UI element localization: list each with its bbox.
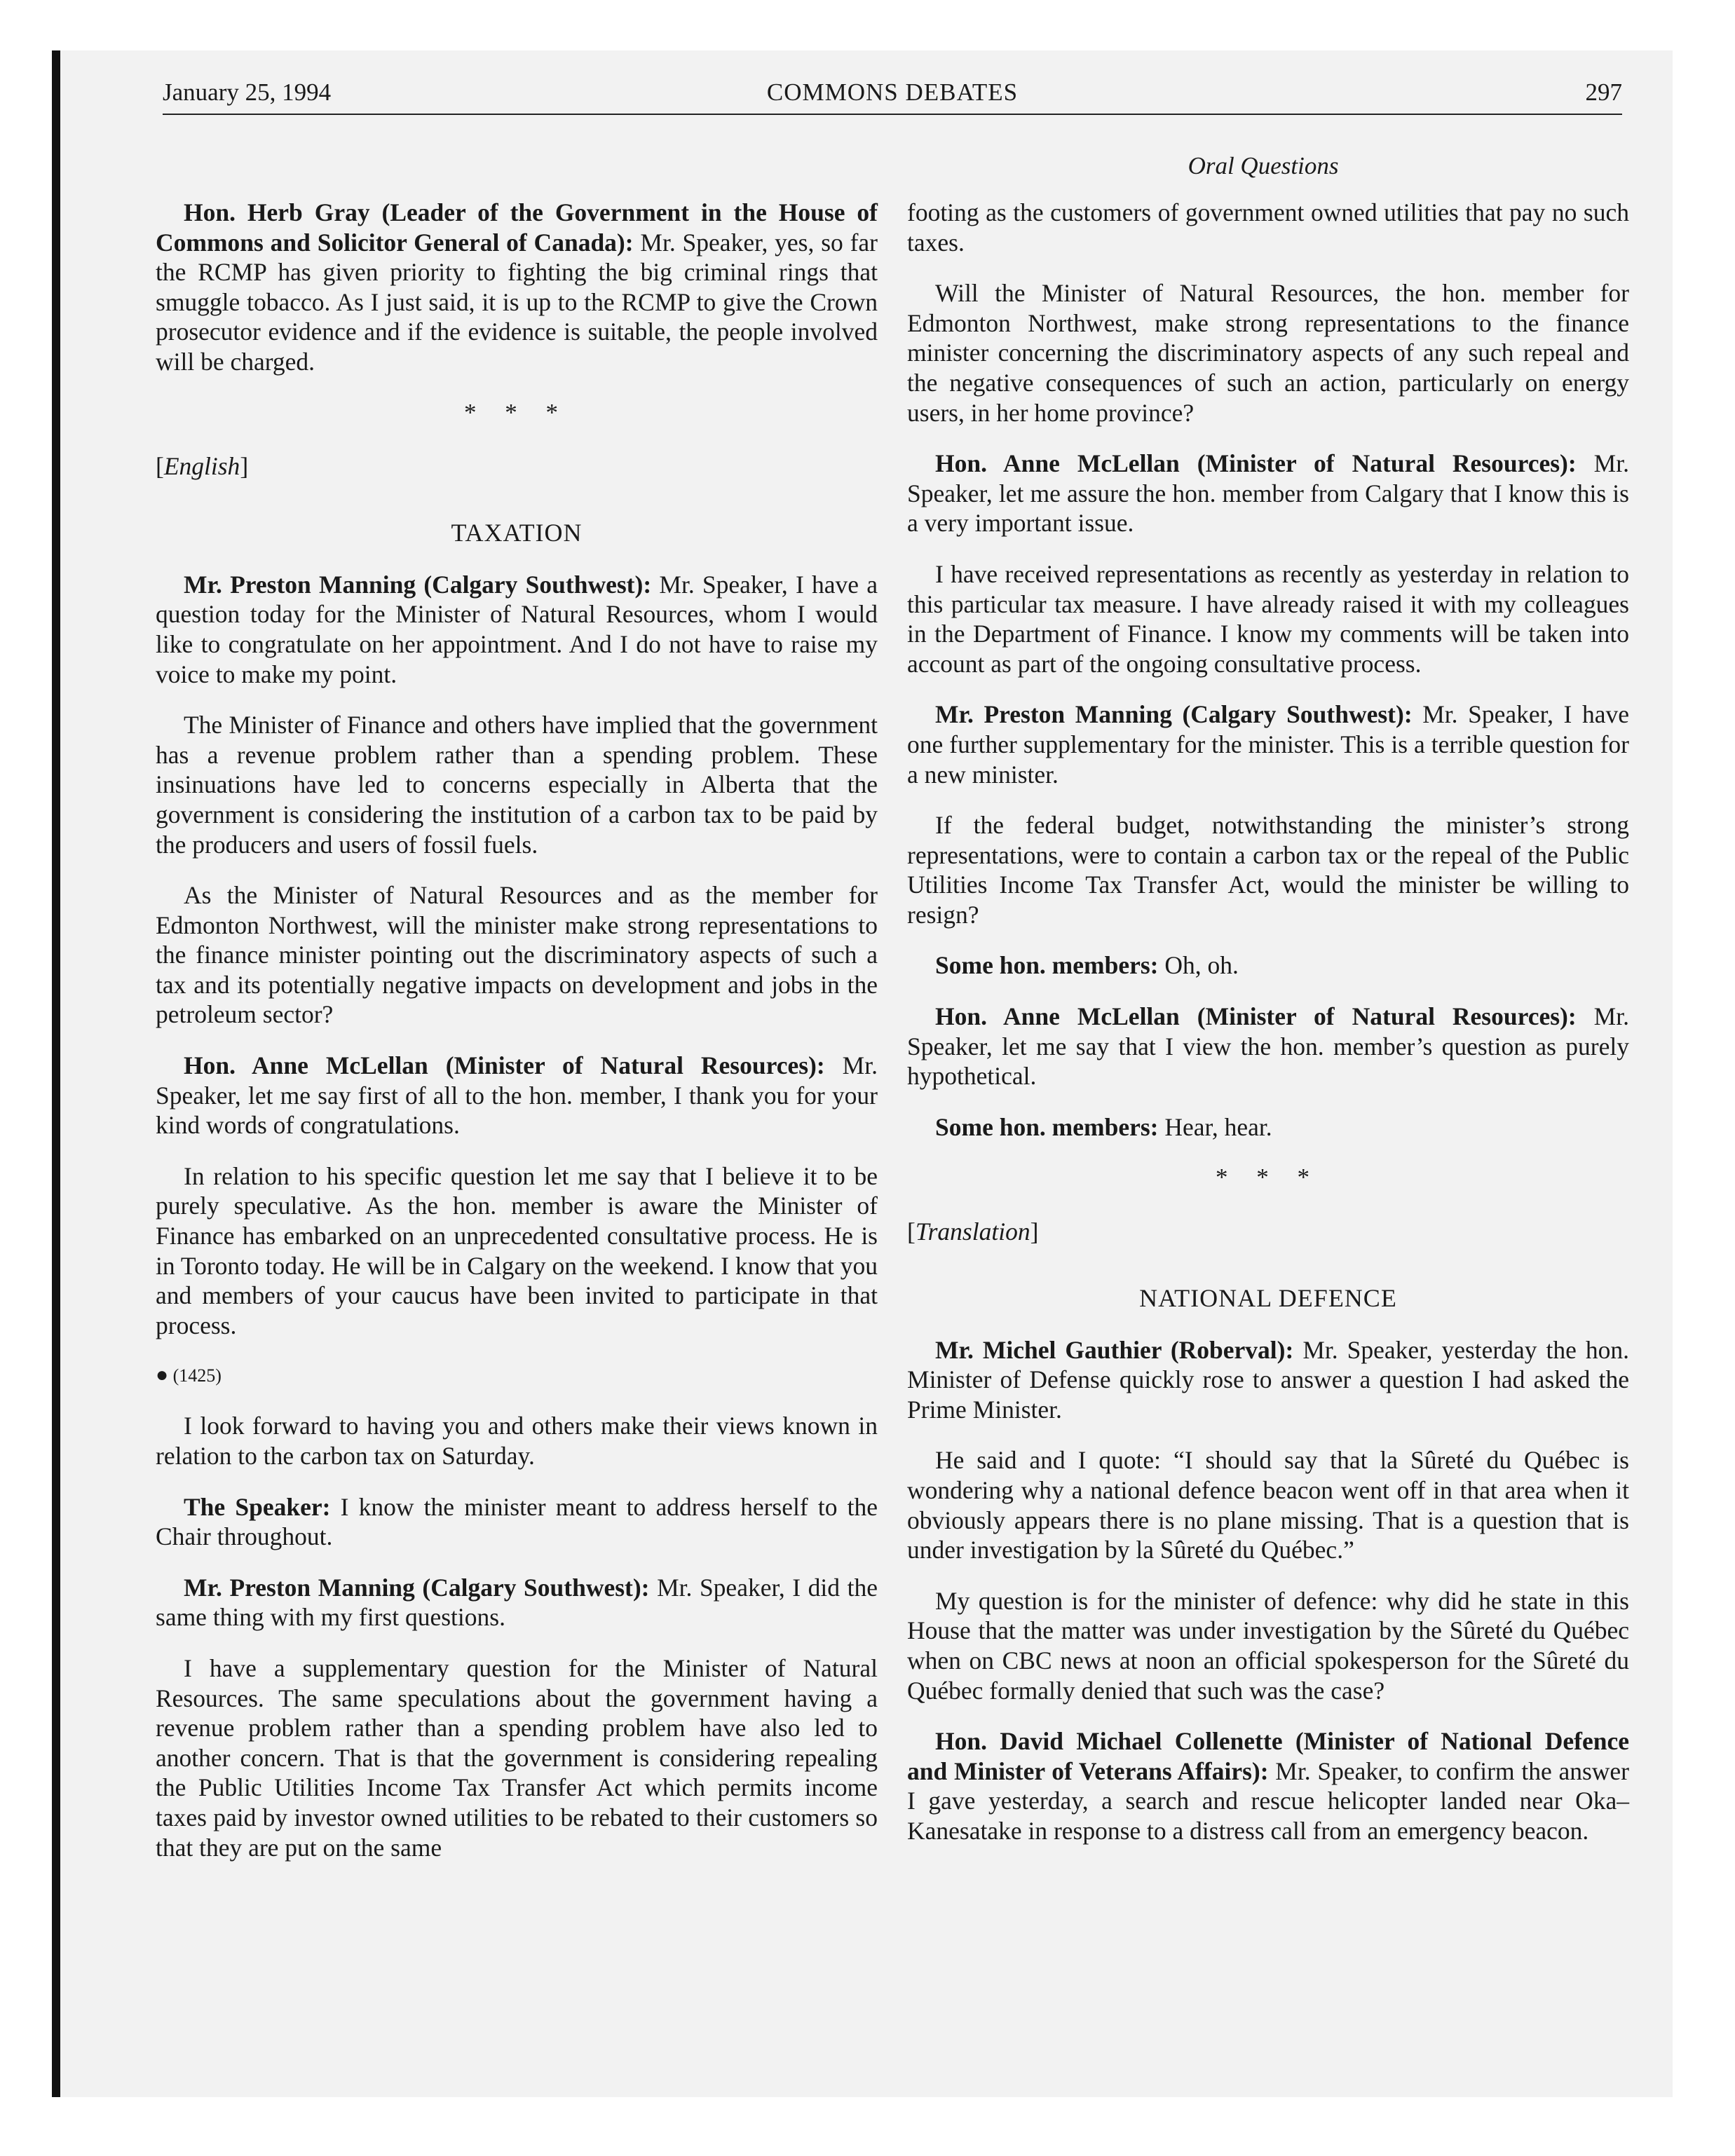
speaker-name: Some hon. members: <box>935 951 1159 980</box>
paragraph: In relation to his specific question let me say that I believe it to be purely speculative. As the hon. member is aware the Minister of Finance has embarked on an unprecedented consultative process. He is in Toronto today. He will be in Calgary on the weekend. I know that you and members of your caucus have been invited to participate in that process. <box>156 1161 878 1339</box>
paragraph-text: Mr. Speaker, to confirm the answer I gave yesterday, a search and rescue helicopter landed near Oka–Kanesatake in response to a distress call from an emergency beacon. <box>907 1756 1629 1845</box>
paragraph <box>907 1335 1629 1425</box>
paragraph: If the federal budget, notwithstanding the minister’s strong representations, were to contain a carbon tax or the repeal of the Public Utilities Income Tax Transfer Act, would the minister be willing to resign? <box>907 811 1629 929</box>
paragraph <box>156 1051 878 1140</box>
running-head <box>163 74 1622 111</box>
paragraph-text: Mr. Speaker, yes, so far the RCMP has given priority to fighting the big criminal rings that smuggle tobacco. As I just said, it is up to the RCMP to give the Crown prosecutor evidence and if the evidence is suitable, the people involved will be charged. <box>156 228 878 376</box>
header-date: January 25, 1994 <box>163 79 332 106</box>
paragraph: I have received representations as recently as yesterday in relation to this particular tax measure. I have already raised it with my colleagues in the Department of Finance. I know my comments will be taken into account as part of the ongoing consultative process. <box>907 559 1629 678</box>
timestamp-marker <box>156 1361 878 1390</box>
language-marker: [English] <box>156 452 249 481</box>
paragraph-text: I know the minister meant to address herself to the Chair throughout. <box>156 1492 878 1551</box>
speaker-name: Hon. Anne McLellan (Minister of Natural Resources): <box>935 449 1577 478</box>
section-heading: NATIONAL DEFENCE <box>1139 1283 1397 1312</box>
language-marker: [Translation] <box>907 1217 1039 1246</box>
speaker-name: Hon. Anne McLellan (Minister of Natural Resources): <box>184 1051 825 1080</box>
paragraph <box>156 1573 878 1632</box>
paragraph-text: Mr. Speaker, I have one further supplementary for the minister. This is a terrible question for a new minister. <box>907 700 1629 789</box>
paragraph <box>907 1002 1629 1091</box>
paragraph: footing as the customers of government owned utilities that pay no such taxes. <box>907 198 1629 257</box>
paragraph: I have a supplementary question for the Minister of Natural Resources. The same speculations about the government having a revenue problem rather than a spending problem have also led to another concern. That is that the government is considering repealing the Public Utilities Income Tax Transfer Act which permits income taxes paid by investor owned utilities to be rebated to their customers so that they are put on the same <box>156 1653 878 1862</box>
header-page-number: 297 <box>1585 79 1622 106</box>
language-label: Translation <box>915 1217 1030 1246</box>
speaker-name: The Speaker: <box>184 1492 331 1521</box>
speaker-name: Mr. Preston Manning (Calgary Southwest): <box>184 570 652 599</box>
paragraph <box>156 570 878 689</box>
left-column <box>156 198 878 1883</box>
speaker-name: Mr. Preston Manning (Calgary Southwest): <box>935 700 1413 729</box>
paragraph-text: Oh, oh. <box>1158 951 1239 980</box>
paragraph <box>156 198 878 377</box>
bullet-icon: ● <box>156 1363 169 1387</box>
timestamp: (1425) <box>172 1365 222 1386</box>
paragraph-text: Mr. Speaker, let me assure the hon. member from Calgary that I know this is a very important issue. <box>907 449 1629 538</box>
speaker-name: Hon. Anne McLellan (Minister of Natural Resources): <box>935 1002 1577 1031</box>
right-column <box>907 198 1629 1867</box>
section-separator: * * * <box>464 398 569 426</box>
speaker-name: Mr. Michel Gauthier (Roberval): <box>935 1335 1294 1364</box>
paragraph: As the Minister of Natural Resources and as the member for Edmonton Northwest, will the minister make strong representations to the finance minister pointing out the discriminatory aspects of such a tax and its potentially negative impacts on development and jobs in the petroleum sector? <box>156 881 878 1029</box>
paragraph <box>907 950 1629 981</box>
scan-edge <box>52 50 60 2097</box>
speaker-name: Mr. Preston Manning (Calgary Southwest): <box>184 1573 650 1602</box>
paragraph-text: Mr. Speaker, yesterday the hon. Minister of Defense quickly rose to answer a question I had asked the Prime Minister. <box>907 1335 1630 1424</box>
paragraph: Will the Minister of Natural Resources, the hon. member for Edmonton Northwest, make strong representations to the finance minister concerning the discriminatory aspects of any such repeal and the negative consequences of such an action, particularly on energy users, in her home province? <box>907 279 1629 427</box>
header-publication: COMMONS DEBATES <box>766 79 1019 106</box>
paragraph-text: Mr. Speaker, let me say first of all to the hon. member, I thank you for your kind words of congratulations. <box>156 1051 878 1140</box>
language-label: English <box>163 452 240 481</box>
paragraph: I look forward to having you and others make their views known in relation to the carbon tax on Saturday. <box>156 1412 878 1470</box>
paragraph <box>907 700 1629 789</box>
speaker-name: Some hon. members: <box>935 1112 1159 1141</box>
paragraph: My question is for the minister of defence: why did he state in this House that the matter was under investigation by the Sûreté du Québec when on CBC news at noon an official spokesperson for the Sûreté du Québec formally denied that such was the case? <box>907 1586 1629 1705</box>
header-rule <box>163 114 1622 115</box>
paragraph-text: Mr. Speaker, let me say that I view the hon. member’s question as purely hypothetical. <box>907 1002 1629 1091</box>
paragraph <box>907 449 1629 538</box>
paragraph <box>156 1492 878 1552</box>
section-heading: TAXATION <box>451 518 583 547</box>
paragraph: He said and I quote: “I should say that la Sûreté du Québec is wondering why a national defence beacon went off in that area when it obviously appears there is no plane missing. That is a question that is under investigation by la Sûreté du Québec.” <box>907 1446 1629 1564</box>
section-label: Oral Questions <box>1188 152 1339 179</box>
paragraph <box>907 1112 1629 1142</box>
speaker-name: Hon. Herb Gray (Leader of the Government in the House of Commons and Solicitor General of Canada): <box>156 198 878 257</box>
paragraph: The Minister of Finance and others have implied that the government has a revenue problem rather than a spending problem. These insinuations have led to concerns especially in Alberta that the government is considering the institution of a carbon tax to be paid by the producers and users of fossil fuels. <box>156 711 878 859</box>
section-separator: * * * <box>1216 1164 1321 1192</box>
paragraph-text: Hear, hear. <box>1158 1112 1272 1141</box>
paragraph <box>907 1726 1629 1845</box>
speaker-name: Hon. David Michael Collenette (Minister of National Defence and Minister of Veterans Affairs): <box>907 1727 1629 1785</box>
paragraph-text: Mr. Speaker, I did the same thing with my first questions. <box>156 1573 878 1632</box>
paragraph-text: Mr. Speaker, I have a question today for the Minister of Natural Resources, whom I would like to congratulate on her appointment. And I do not have to raise my voice to make my point. <box>156 570 878 688</box>
